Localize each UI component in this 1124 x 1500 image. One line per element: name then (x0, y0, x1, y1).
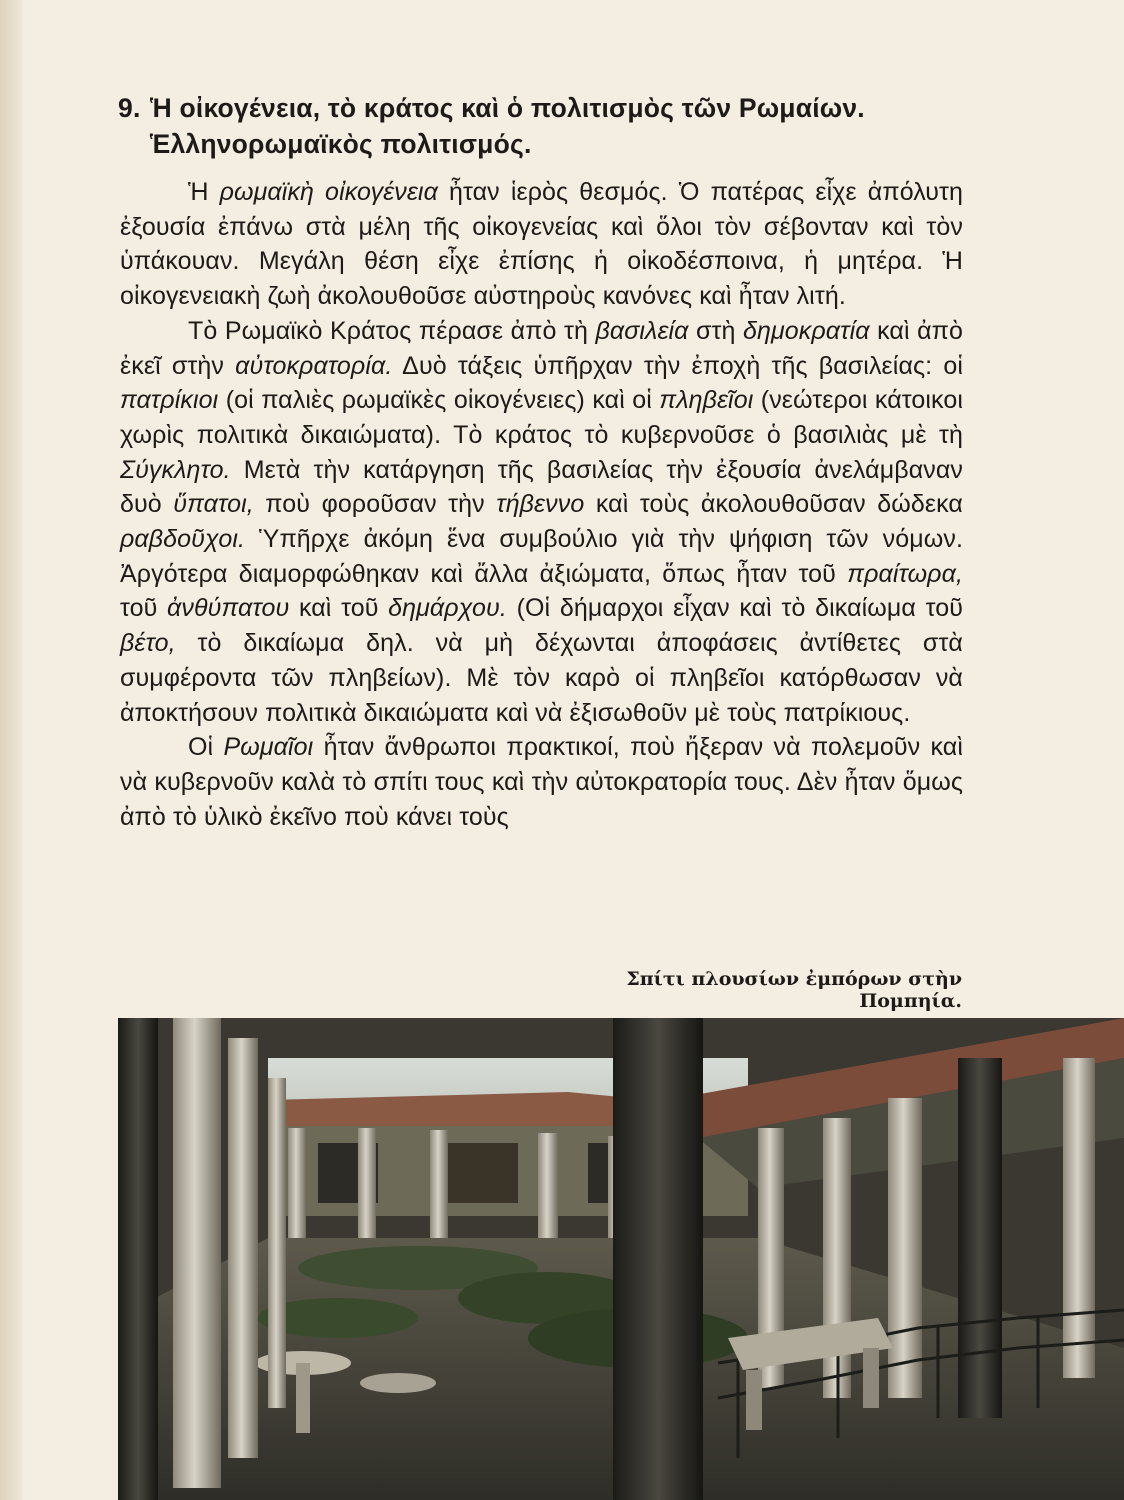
text-run: στὴ (688, 316, 744, 345)
text-run: (οἱ παλιὲς ρωμαϊκὲς οἰκογένειες) καὶ οἱ (218, 386, 660, 415)
text-run: Μετὰ τὴν κατάργηση τῆς βασιλείας τὴν ἐξουσία ἀνελάμβαναν δυὸ (120, 455, 963, 519)
paragraph-romans (120, 730, 963, 834)
heading-line-2: Ἑλληνορωμαϊκὸς πολιτισμός. (150, 129, 532, 159)
courtyard-illustration (118, 1018, 1124, 1500)
text-run: Οἱ (188, 733, 224, 762)
italic-term: δημάρχου. (388, 594, 507, 623)
italic-term: πραίτωρα, (847, 559, 963, 588)
italic-term: βασιλεία (595, 316, 689, 345)
text-run: καὶ τοῦ (289, 594, 389, 623)
section-heading (118, 90, 998, 162)
paragraph-family (120, 175, 963, 314)
italic-term: ὕπατοι, (173, 490, 254, 519)
italic-term: τήβεννο (496, 490, 585, 519)
page-binding-margin (0, 0, 22, 1500)
text-run: τὸ δικαίωμα δηλ. νὰ μὴ δέχωνται ἀποφάσεις ἀντίθετες στὰ συμφέροντα τῶν πληβείων). Μὲ τὸν καρὸ οἱ πληβεῖοι κατόρθωσαν νὰ ἀποκτήσουν πολιτικὰ δικαιώματα καὶ νὰ ἐξισωθοῦν μὲ τοὺς πατρίκιους. (120, 629, 963, 727)
italic-term: αὐτοκρατορία. (235, 351, 393, 380)
text-run: Ἡ (188, 178, 220, 206)
text-run: ἦταν ἱερὸς θεσμός. Ὁ πατέρας εἶχε ἀπόλυτη ἐξουσία ἐπάνω στὰ μέλη τῆς οἰκογενείας καὶ ὅλοι τὸν σέβονταν καὶ τὸν ὑπάκουαν. Μεγάλη θέση εἶχε ἐπίσης ἡ οἰκοδέσποινα, ἡ μητέρα. Ἡ οἰκογενειακὴ ζωὴ ἀκολουθοῦσε αὐστηροὺς κανόνες καὶ ἦταν λιτή. (120, 178, 963, 311)
italic-term: πληβεῖοι (659, 386, 754, 415)
italic-term: ρωμαϊκὴ οἰκογένεια (219, 178, 438, 206)
body-text (120, 175, 963, 834)
italic-term: Ρωμαῖοι (223, 733, 314, 762)
pompeii-courtyard-photo (118, 1018, 1124, 1500)
italic-term: πατρίκιοι (120, 386, 219, 415)
section-number: 9. (118, 93, 141, 123)
italic-term: Σύγκλητο. (120, 455, 231, 484)
text-run: Δυὸ τάξεις ὑπῆρχαν τὴν ἐποχὴ τῆς βασιλείας: οἱ (392, 351, 963, 380)
text-run: (Οἱ δήμαρχοι εἶχαν καὶ τὸ δικαίωμα τοῦ (506, 594, 963, 623)
text-run: καὶ ἀπὸ ἐκεῖ στὴν (120, 316, 963, 380)
text-run: Τὸ Ρωμαϊκὸ Κράτος πέρασε ἀπὸ τὴ (188, 316, 596, 345)
italic-term: δημοκρατία (743, 316, 870, 345)
text-run: ἦταν ἄνθρωποι πρακτικοί, ποὺ ἤξεραν νὰ πολεμοῦν καὶ νὰ κυβερνοῦν καλὰ τὸ σπίτι τους καὶ τὴν αὐτοκρατορία τους. Δὲν ἦταν ὅμως ἀπὸ τὸ ὑλικὸ ἐκεῖνο ποὺ κάνει τοὺς (120, 733, 963, 831)
text-run: (νεώτεροι κάτοικοι χωρὶς πολιτικὰ δικαιώματα). Τὸ κράτος τὸ κυβερνοῦσε ὁ βασιλιὰς μὲ τὴ (120, 386, 963, 449)
italic-term: ραβδοῦχοι. (120, 525, 246, 554)
italic-term: ἀνθύπατου (167, 594, 290, 623)
text-run: καὶ τοὺς ἀκολουθοῦσαν δώδεκα (584, 490, 963, 519)
text-run: ποὺ φοροῦσαν τὴν (253, 490, 497, 519)
text-run: τοῦ (120, 594, 168, 623)
text-run: Ὑπῆρχε ἀκόμη ἕνα συμβούλιο γιὰ τὴν ψήφιση τῶν νόμων. Ἀργότερα διαμορφώθηκαν καὶ ἄλλα ἀξιώματα, ὅπως ἦταν τοῦ (120, 525, 963, 588)
photo-caption: Σπίτι πλουσίων ἐμπόρων στὴν Πομπηία. (626, 968, 962, 1012)
paragraph-state (120, 314, 963, 730)
heading-line-1: Ἡ οἰκογένεια, τὸ κράτος καὶ ὁ πολιτισμὸς τῶν Ρωμαίων. (150, 93, 865, 123)
italic-term: βέτο, (120, 629, 176, 658)
